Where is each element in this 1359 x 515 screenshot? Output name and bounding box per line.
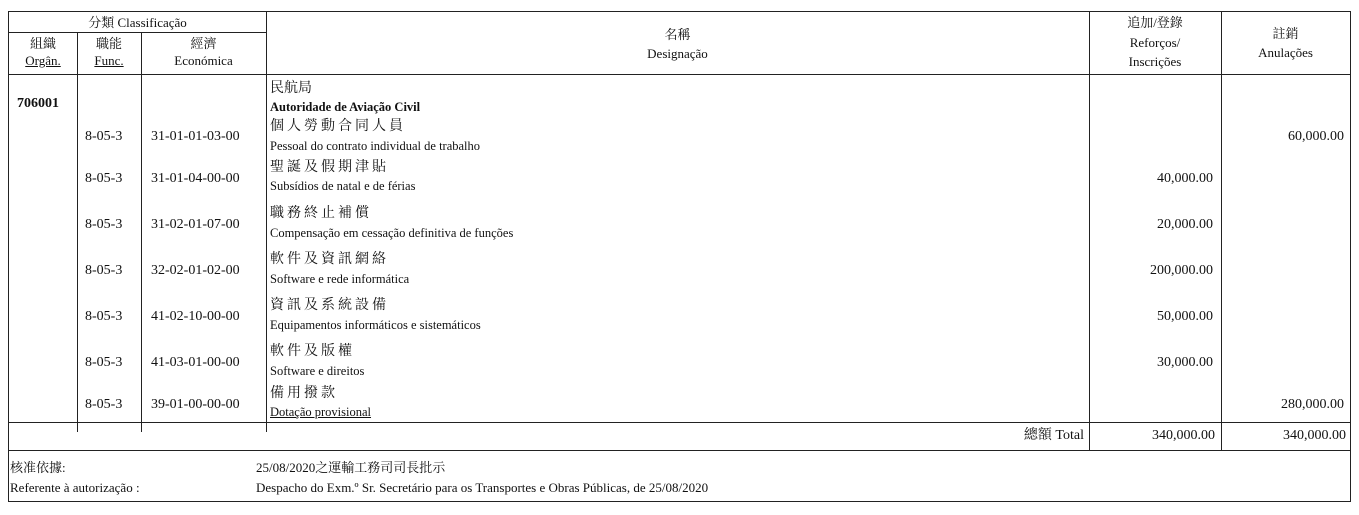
entity-name-pt: Autoridade de Aviação Civil <box>270 100 421 114</box>
entity-name-zh: 民航局 <box>270 81 312 96</box>
row-reforcos: 30,000.00 <box>1157 355 1213 370</box>
row-name-pt: Pessoal do contrato individual de trabalho <box>270 139 481 153</box>
col-divider <box>77 32 78 432</box>
row-name-zh: 軟件及資訊網絡 <box>270 252 389 267</box>
row-econ: 39-01-00-00-00 <box>151 397 240 412</box>
col-divider <box>141 32 142 432</box>
designation-header-zh: 名稱 <box>664 27 691 42</box>
row-name-zh: 職務終止補償 <box>270 206 372 221</box>
row-econ: 41-03-01-00-00 <box>151 355 240 370</box>
header-subdivider <box>9 32 266 33</box>
econ-header-pt: Económica <box>174 53 233 68</box>
authorization-text-zh: 25/08/2020之運輸工務司司長批示 <box>256 460 446 475</box>
organ-header-pt: Orgân. <box>25 53 61 68</box>
col-divider <box>1221 12 1222 450</box>
row-reforcos: 50,000.00 <box>1157 309 1213 324</box>
row-econ: 31-01-04-00-00 <box>151 171 240 186</box>
row-name-zh: 個人勞動合同人員 <box>270 119 406 134</box>
col-divider <box>1089 12 1090 450</box>
row-func: 8-05-3 <box>85 355 123 370</box>
reinforcements-header-pt1: Reforços/ <box>1129 35 1181 50</box>
row-name-zh: 軟件及版權 <box>270 344 355 359</box>
row-func: 8-05-3 <box>85 171 123 186</box>
total-reforcos: 340,000.00 <box>1152 428 1215 443</box>
row-func: 8-05-3 <box>85 217 123 232</box>
row-reforcos: 20,000.00 <box>1157 217 1213 232</box>
row-name-pt: Dotação provisional <box>270 405 372 419</box>
row-func: 8-05-3 <box>85 397 123 412</box>
authorization-label-pt: Referente à autorização : <box>10 480 140 495</box>
row-econ: 31-01-01-03-00 <box>151 129 240 144</box>
budget-table <box>8 11 1351 502</box>
authorization-label-zh: 核准依據: <box>10 460 66 475</box>
row-anulacoes: 280,000.00 <box>1281 397 1344 412</box>
row-econ: 31-02-01-07-00 <box>151 217 240 232</box>
annulments-header-pt: Anulações <box>1258 45 1313 60</box>
row-name-pt: Software e direitos <box>270 364 365 378</box>
row-econ: 41-02-10-00-00 <box>151 309 240 324</box>
row-name-zh: 聖誕及假期津貼 <box>270 160 389 175</box>
annulments-header-zh: 註銷 <box>1272 26 1299 41</box>
func-header-zh: 職能 <box>95 36 122 51</box>
func-header-pt: Func. <box>94 53 124 68</box>
row-name-zh: 資訊及系統設備 <box>270 298 389 313</box>
row-anulacoes: 60,000.00 <box>1288 129 1344 144</box>
row-econ: 32-02-01-02-00 <box>151 263 240 278</box>
econ-header-zh: 經濟 <box>190 36 217 51</box>
row-reforcos: 200,000.00 <box>1150 263 1213 278</box>
authorization-text-pt: Despacho do Exm.º Sr. Secretário para os Transportes e Obras Públicas, de 25/08/2020 <box>256 480 709 495</box>
reinforcements-header-zh: 追加/登錄 <box>1127 15 1183 30</box>
row-name-zh: 備用撥款 <box>270 386 338 401</box>
row-name-pt: Subsídios de natal e de férias <box>270 179 416 193</box>
row-name-pt: Compensação em cessação definitiva de funções <box>270 226 514 240</box>
designation-header-pt: Designação <box>647 46 708 61</box>
row-name-pt: Equipamentos informáticos e sistemáticos <box>270 318 481 332</box>
row-func: 8-05-3 <box>85 129 123 144</box>
total-anulacoes: 340,000.00 <box>1283 428 1346 443</box>
total-bottom-line <box>9 450 1350 451</box>
classification-header: 分類 Classificação <box>88 15 187 30</box>
row-func: 8-05-3 <box>85 263 123 278</box>
reinforcements-header-pt2: Inscrições <box>1128 54 1182 69</box>
row-name-pt: Software e rede informática <box>270 272 410 286</box>
col-divider <box>266 12 267 432</box>
total-label: 總額 Total <box>1023 428 1084 443</box>
organ-code: 706001 <box>17 96 59 111</box>
header-bottom-line <box>9 74 1350 75</box>
row-func: 8-05-3 <box>85 309 123 324</box>
row-reforcos: 40,000.00 <box>1157 171 1213 186</box>
body-bottom-line <box>9 422 1350 423</box>
organ-header-zh: 組織 <box>29 36 56 51</box>
